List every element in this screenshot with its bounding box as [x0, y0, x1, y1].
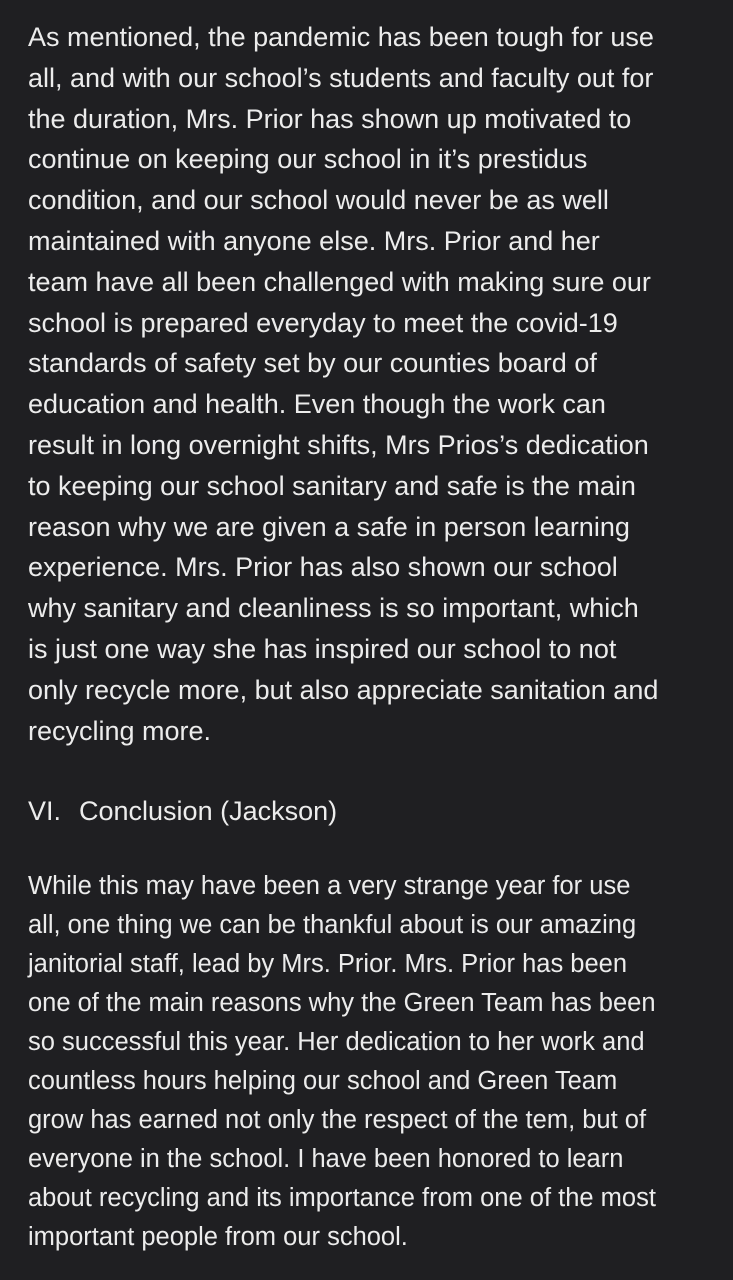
- paragraph-line: only recycle more, but also appreciate sanitation and: [28, 674, 659, 705]
- heading-title: Conclusion (Jackson): [79, 796, 338, 826]
- paragraph-line: important people from our school.: [28, 1223, 408, 1251]
- paragraph-line: so successful this year. Her dedication to her work and: [28, 1028, 645, 1056]
- paragraph-line: is just one way she has inspired our school to not: [28, 633, 617, 664]
- paragraph-line: why sanitary and cleanliness is so important, which: [28, 593, 639, 624]
- paragraph-line: continue on keeping our school in it’s prestidus: [28, 144, 588, 175]
- paragraph-line: about recycling and its importance from one of the most: [28, 1184, 656, 1212]
- paragraph-line: one of the main reasons why the Green Team has been: [28, 989, 656, 1017]
- paragraph-line: grow has earned not only the respect of the tem, but of: [28, 1106, 647, 1134]
- paragraph-line: condition, and our school would never be as well: [28, 185, 609, 216]
- paragraph-line: experience. Mrs. Prior has also shown our school: [28, 552, 618, 583]
- paragraph-line: all, and with our school’s students and faculty out for: [28, 62, 654, 93]
- paragraph-line: to keeping our school sanitary and safe is the main: [28, 470, 636, 501]
- paragraph-line: school is prepared everyday to meet the covid-19: [28, 307, 618, 338]
- paragraph-line: the duration, Mrs. Prior has shown up motivated to: [28, 103, 632, 134]
- section-paragraph: [28, 17, 718, 751]
- conclusion-heading: [28, 791, 337, 831]
- paragraph-line: As mentioned, the pandemic has been tough for use: [28, 22, 654, 52]
- paragraph-line: education and health. Even though the work can: [28, 389, 606, 420]
- paragraph-line: team have all been challenged with making sure our: [28, 266, 651, 297]
- paragraph-line: reason why we are given a safe in person learning: [28, 511, 630, 542]
- paragraph-line: janitorial staff, lead by Mrs. Prior. Mrs. Prior has been: [28, 950, 628, 978]
- paragraph-line: maintained with anyone else. Mrs. Prior and her: [28, 225, 600, 256]
- heading-number: VI.: [28, 796, 62, 826]
- paragraph-line: result in long overnight shifts, Mrs Prios’s dedication: [28, 429, 649, 460]
- paragraph-line: everyone in the school. I have been honored to learn: [28, 1145, 624, 1173]
- conclusion-paragraph: [28, 867, 718, 1257]
- paragraph-line: countless hours helping our school and Green Team: [28, 1067, 618, 1095]
- paragraph-line: recycling more.: [28, 715, 212, 746]
- paragraph-line: While this may have been a very strange year for use: [28, 872, 631, 900]
- paragraph-line: standards of safety set by our counties board of: [28, 348, 597, 379]
- paragraph-line: all, one thing we can be thankful about is our amazing: [28, 911, 637, 939]
